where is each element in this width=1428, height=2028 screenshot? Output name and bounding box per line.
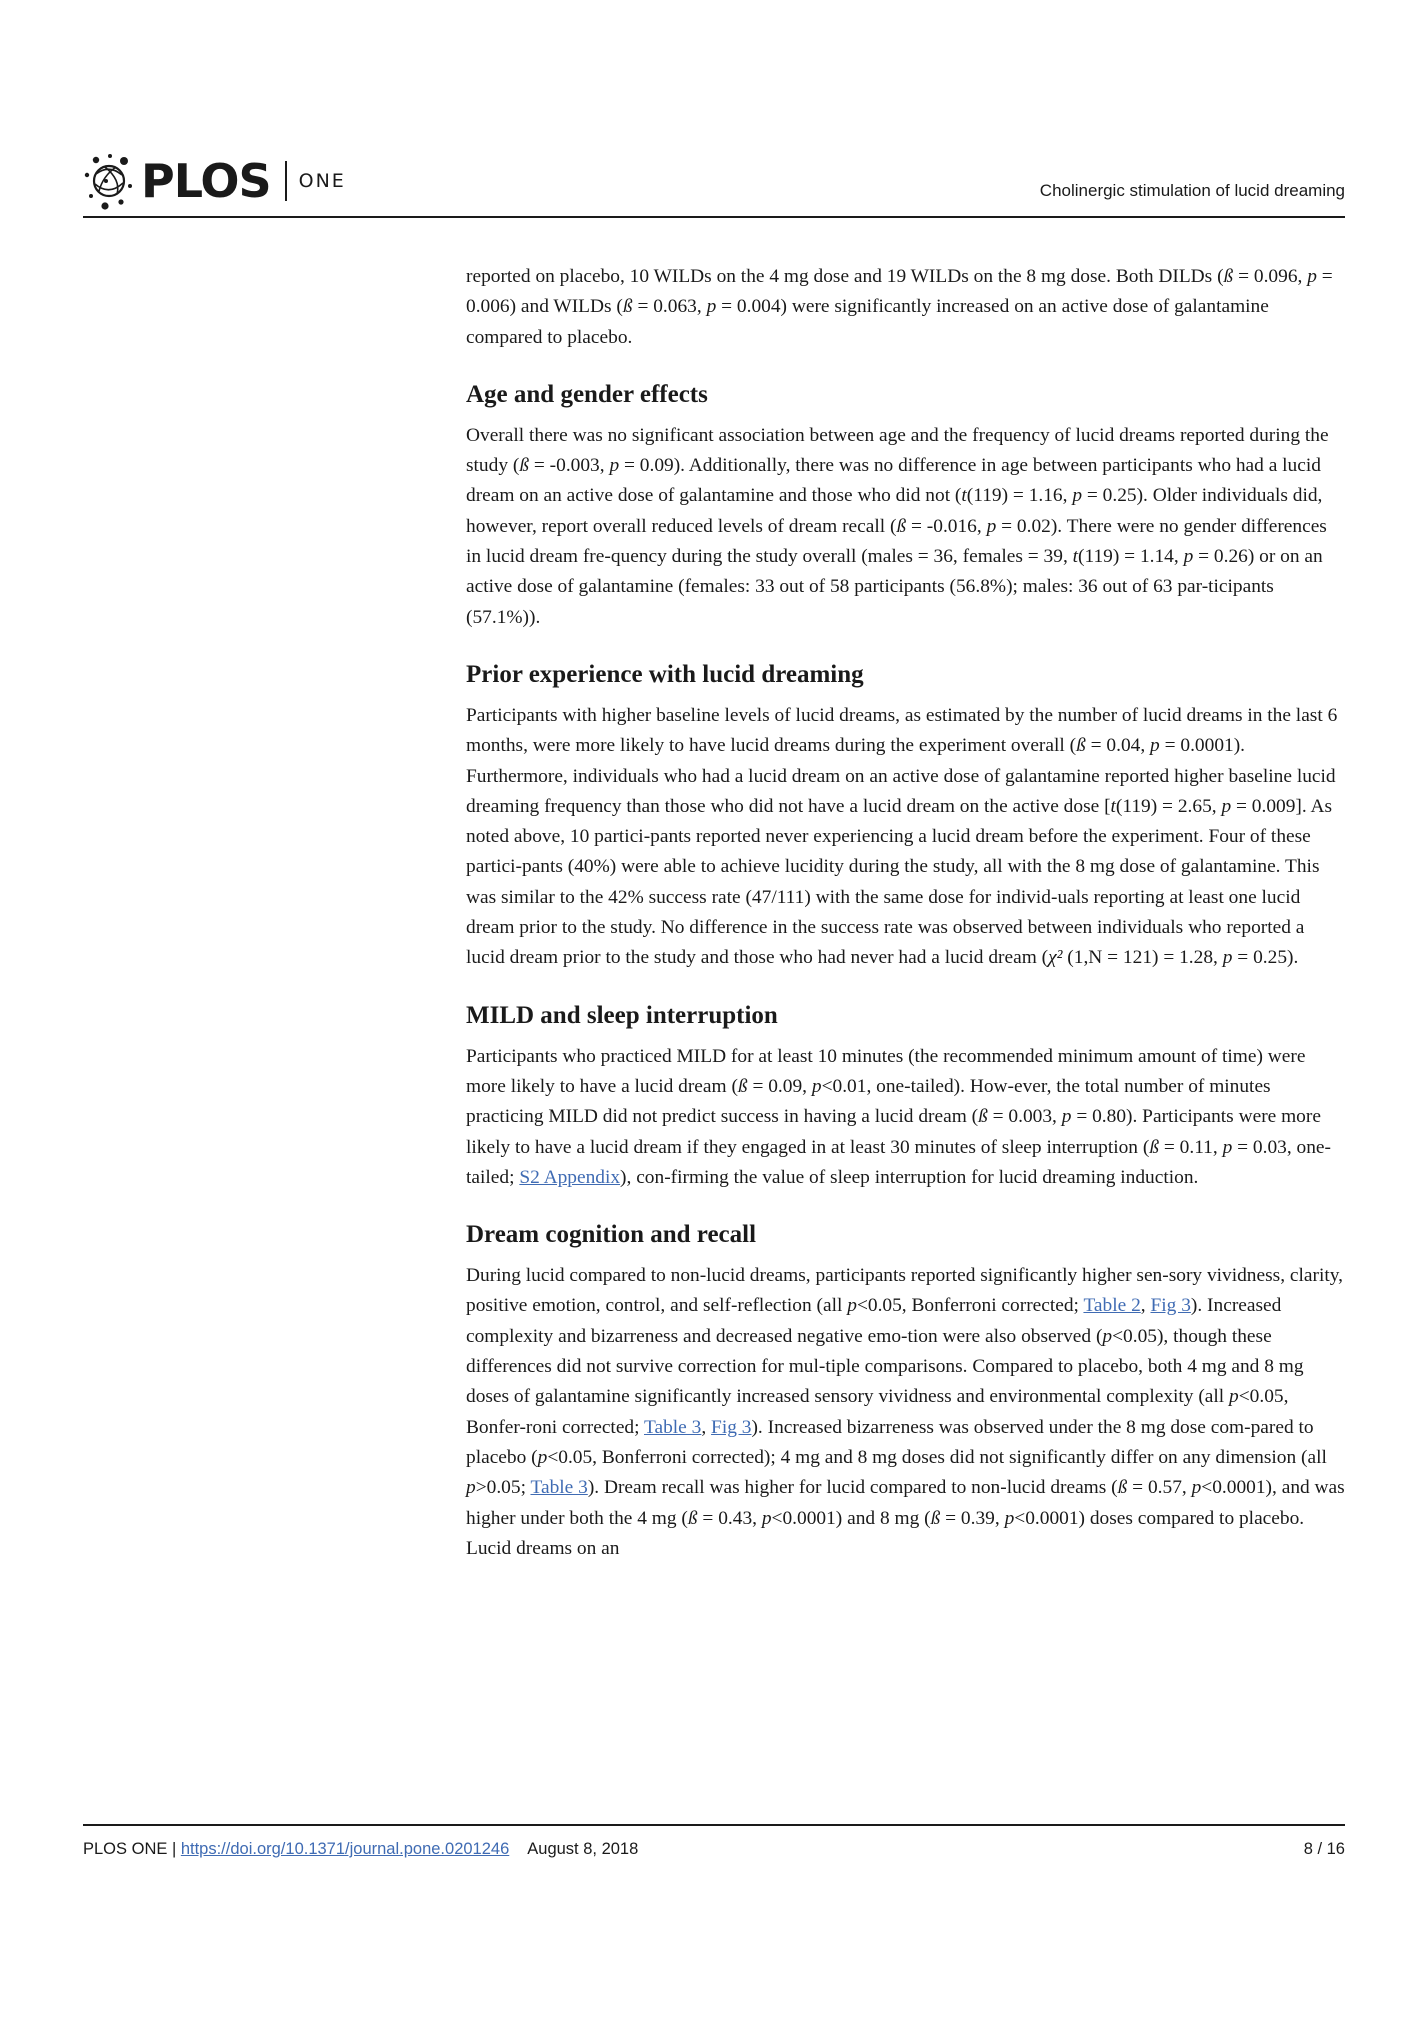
text-run: = 0.09,	[747, 1075, 812, 1097]
math-symbol: p	[466, 1477, 476, 1499]
logo-divider	[285, 161, 287, 201]
text-run: ,	[701, 1416, 712, 1438]
math-symbol: p	[1222, 947, 1233, 969]
text-run: Participants who practiced MILD for at least 10 minutes (the recommended minimum amount of time) were more likely to have a lucid dream (	[466, 1045, 1306, 1097]
text-run: <0.05, Bonferroni corrected;	[856, 1295, 1084, 1317]
text-run: = 0.0001). Furthermore, individuals who had a lucid dream on an active dose of galantamine reported higher baseline lucid dreaming frequency than those who did not have a lucid dream on the active dose [	[466, 735, 1336, 817]
text-run: ). Increased bizarreness was observed under the 8 mg dose com-pared to placebo (	[466, 1416, 1314, 1468]
text-run: = -0.016,	[906, 515, 987, 537]
text-run: = 0.11,	[1159, 1136, 1223, 1158]
text-run: = 0.006) and WILDs (	[466, 266, 1333, 318]
article-body	[466, 262, 1346, 1564]
text-run: Participants with higher baseline levels of lucid dreams, as estimated by the number of lucid dreams in the last 6 months, were more likely to have lucid dreams during the experiment overall (	[466, 704, 1338, 757]
section-heading-prior-experience: Prior experience with lucid dreaming	[466, 660, 864, 688]
section-paragraph-age-gender	[466, 421, 1346, 633]
math-symbol: p	[609, 455, 620, 477]
page-header	[83, 150, 1345, 218]
text-run: = 0.57,	[1127, 1477, 1192, 1499]
text-run: = 0.063,	[632, 296, 707, 318]
cross-reference-link[interactable]: Table 3	[530, 1477, 588, 1499]
math-symbol: p	[1221, 795, 1232, 817]
text-run: = 0.003,	[987, 1106, 1062, 1128]
running-title: Cholinergic stimulation of lucid dreaming	[1039, 181, 1345, 200]
section-paragraph-mild-sleep	[466, 1042, 1346, 1193]
math-symbol: ß	[687, 1507, 698, 1529]
math-symbol: ß	[1117, 1477, 1128, 1499]
math-symbol: p	[811, 1075, 822, 1097]
math-symbol: ß	[1223, 266, 1234, 287]
logo-wordmark: PLOS	[141, 154, 271, 208]
text-run: <0.05), though these differences did not survive correction for mul-tiple comparisons. Compared to placebo, both 4 mg and 8 mg doses of galantamine significantly increased sensory vividness and environmental complexity (all	[466, 1325, 1304, 1408]
math-symbol: χ²	[1048, 947, 1063, 969]
text-run: = 0.43,	[697, 1507, 762, 1529]
text-run: During lucid compared to non-lucid dreams, participants reported significantly higher sen-sory vividness, clarity, positive emotion, control, and self-reflection (all	[466, 1265, 1344, 1317]
text-run: reported on placebo, 10 WILDs on the 4 mg dose and 19 WILDs on the 8 mg dose. Both DILDs (	[466, 266, 1224, 287]
text-run: = 0.04,	[1085, 735, 1151, 757]
cross-reference-link[interactable]: Fig 3	[711, 1416, 752, 1438]
cross-reference-link[interactable]: Fig 3	[1150, 1295, 1191, 1317]
math-symbol: ß	[930, 1507, 941, 1529]
text-run: = 0.096,	[1233, 266, 1308, 287]
doi-link[interactable]: https://doi.org/10.1371/journal.pone.0201246	[180, 1840, 510, 1858]
text-run: = -0.003,	[529, 455, 610, 477]
text-run: = 0.02). There were no gender differences in lucid dream fre-quency during the study overall (males = 36, females = 39,	[466, 515, 1327, 568]
section-heading-mild-sleep: MILD and sleep interruption	[466, 1001, 778, 1029]
math-symbol: p	[1183, 546, 1194, 568]
text-run: ). Increased complexity and bizarreness and decreased negative emo-tion were also observed (	[466, 1295, 1282, 1347]
text-run: (119) = 1.16,	[966, 485, 1073, 507]
math-symbol: t	[961, 485, 967, 507]
text-run: (119) = 2.65,	[1115, 795, 1222, 817]
text-run: ), con-firming the value of sleep interruption for lucid dreaming induction.	[620, 1166, 1199, 1188]
text-run: <0.01, one-tailed). How-ever, the total number of minutes practicing MILD did not predict success in having a lucid dream (	[466, 1075, 1271, 1128]
math-symbol: ß	[622, 296, 633, 318]
math-symbol: t	[1072, 546, 1079, 568]
text-run: <0.05, Bonferroni corrected); 4 mg and 8 mg doses did not significantly differ on any dimension (all	[547, 1446, 1327, 1468]
section-paragraph-dream-cognition	[466, 1261, 1346, 1564]
text-run: = 0.26) or on an active dose of galantamine (females: 33 out of 58 participants (56.8%); males: 36 out of 63 par-ticipants (57.1%)).	[466, 546, 1323, 628]
logo-journal-name: ONE	[298, 170, 346, 192]
text-run: = 0.09). Additionally, there was no difference in age between participants who had a lucid dream on an active dose of galantamine and those who did not (	[466, 455, 1321, 507]
header-divider	[83, 216, 1345, 218]
text-run: <0.0001), and was higher under both the 4 mg (	[466, 1477, 1345, 1529]
math-symbol: p	[1004, 1507, 1015, 1529]
plos-globe-icon	[83, 150, 137, 212]
math-symbol: p	[1191, 1477, 1202, 1499]
text-run: ,	[1140, 1295, 1151, 1317]
text-run: = 0.39,	[940, 1507, 1005, 1529]
math-symbol: p	[1222, 1136, 1233, 1158]
text-run: = 0.25).	[1232, 947, 1299, 969]
text-run: <0.0001) doses compared to placebo. Lucid dreams on an	[466, 1507, 1305, 1559]
text-run: Overall there was no significant association between age and the frequency of lucid dreams reported during the study (	[466, 424, 1329, 477]
math-symbol: ß	[519, 455, 530, 477]
math-symbol: p	[986, 515, 997, 537]
math-symbol: p	[1061, 1106, 1072, 1128]
math-symbol: p	[1072, 485, 1083, 507]
section-heading-dream-cognition: Dream cognition and recall	[466, 1221, 757, 1249]
math-symbol: ß	[978, 1106, 988, 1128]
math-symbol: ß	[1149, 1136, 1160, 1158]
footer-journal: PLOS ONE |	[83, 1840, 181, 1858]
text-run: <0.05, Bonfer-roni corrected;	[466, 1386, 1289, 1438]
math-symbol: p	[537, 1446, 548, 1468]
text-run: (1,N = 121) = 1.28,	[1062, 947, 1223, 969]
math-symbol: ß	[1076, 735, 1086, 757]
math-symbol: p	[1307, 266, 1317, 287]
text-run: = 0.25). Older individuals did, however, report overall reduced levels of dream recall (	[466, 485, 1323, 537]
text-run: = 0.80). Participants were more likely to have a lucid dream if they engaged in at least 30 minutes of sleep interruption (	[466, 1106, 1321, 1158]
math-symbol: p	[1229, 1386, 1239, 1408]
text-run: = 0.03, one-tailed;	[466, 1136, 1331, 1188]
math-symbol: t	[1110, 795, 1116, 817]
footer-divider	[83, 1824, 1345, 1826]
intro-paragraph	[466, 262, 1346, 353]
math-symbol: p	[706, 296, 717, 318]
cross-reference-link[interactable]: Table 3	[644, 1416, 702, 1438]
text-run: (119) = 1.14,	[1078, 546, 1184, 568]
math-symbol: p	[1102, 1325, 1113, 1347]
page-number: 8 / 16	[1303, 1840, 1345, 1858]
cross-reference-link[interactable]: Table 2	[1083, 1295, 1141, 1317]
journal-logo	[83, 150, 346, 212]
text-run: >0.05;	[475, 1477, 531, 1499]
math-symbol: ß	[896, 515, 907, 537]
text-run: ). Dream recall was higher for lucid compared to non-lucid dreams (	[587, 1477, 1118, 1499]
cross-reference-link[interactable]: S2 Appendix	[519, 1166, 621, 1188]
text-run: = 0.009]. As noted above, 10 partici-pants reported never experiencing a lucid dream before the experiment. Four of these partici-pants (40%) were able to achieve lucidity during the study, all with the 8 mg dose of galantamine. This was similar to the 42% success rate (47/111) with the same dose for individ-uals reporting at least one lucid dream prior to the study. No difference in the success rate was observed between individuals who reported a lucid dream prior to the study and those who had never had a lucid dream (	[466, 795, 1333, 969]
page-footer	[83, 1824, 1345, 1862]
math-symbol: ß	[737, 1075, 748, 1097]
math-symbol: p	[1150, 735, 1160, 757]
text-run: <0.0001) and 8 mg (	[771, 1507, 931, 1529]
math-symbol: p	[761, 1507, 772, 1529]
section-heading-age-gender: Age and gender effects	[466, 380, 708, 408]
math-symbol: p	[847, 1295, 857, 1317]
section-paragraph-prior-experience	[466, 701, 1346, 974]
publication-date: August 8, 2018	[527, 1840, 639, 1858]
text-run: = 0.004) were significantly increased on an active dose of galantamine compared to placebo.	[466, 296, 1269, 348]
